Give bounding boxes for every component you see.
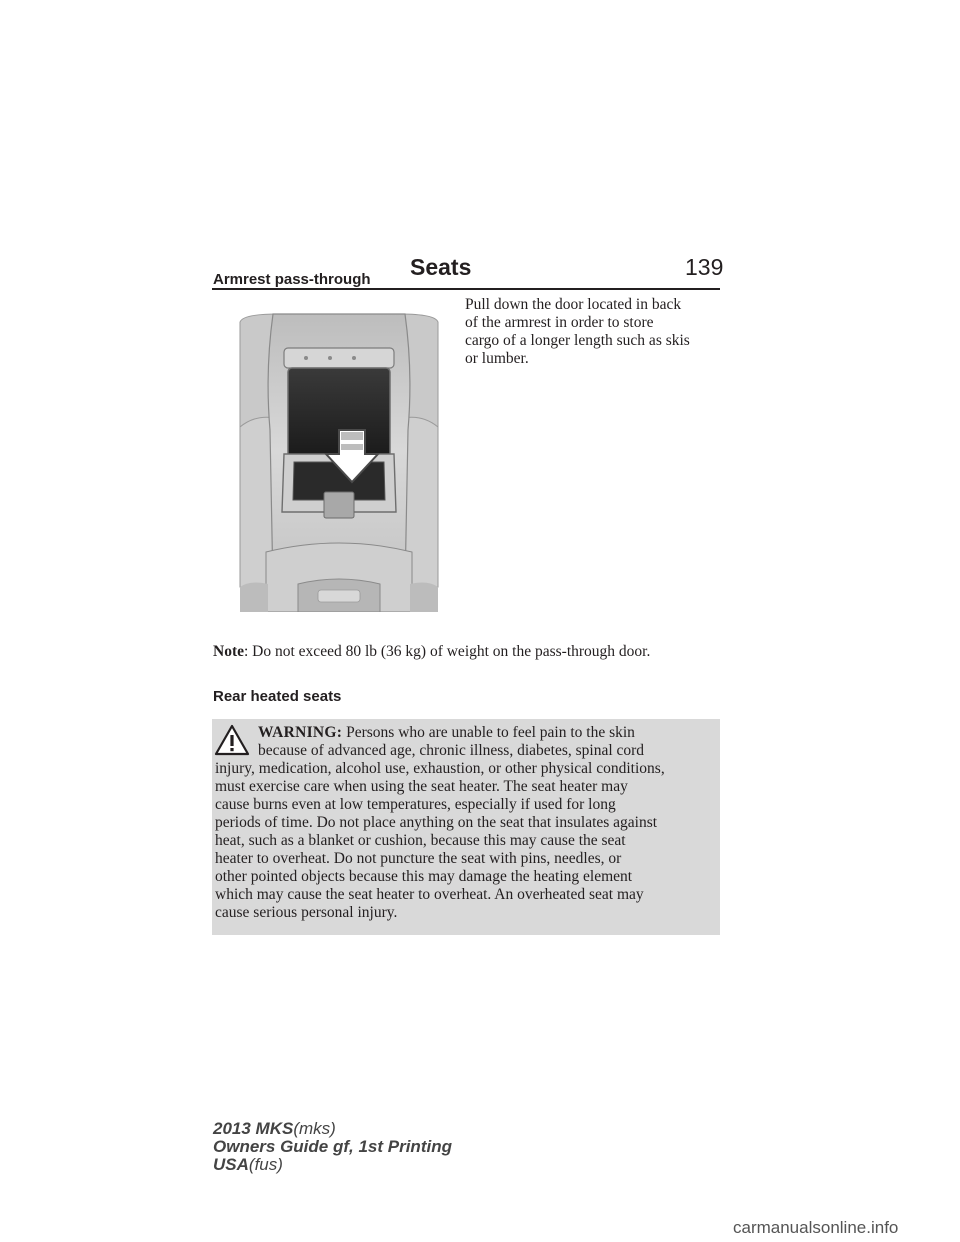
footer-line: Owners Guide gf, 1st Printing [213, 1137, 452, 1156]
header-rule [212, 288, 720, 290]
footer-line: 2013 MKS(mks) [213, 1119, 336, 1138]
warning-text [215, 724, 717, 922]
armrest-description-line: Pull down the door located in back [465, 296, 682, 313]
warning-line: must exercise care when using the seat heater. The seat heater may [215, 778, 628, 795]
warning-line: other pointed objects because this may damage the heating element [215, 868, 633, 885]
warning-line: heat, such as a blanket or cushion, because this may cause the seat [215, 832, 626, 849]
armrest-description-line: or lumber. [465, 350, 529, 367]
warning-line: because of advanced age, chronic illness, diabetes, spinal cord [258, 742, 645, 759]
armrest-description-line: of the armrest in order to store [465, 314, 654, 331]
warning-line: cause serious personal injury. [215, 904, 398, 921]
rear-heated-seats-heading: Rear heated seats [213, 688, 342, 705]
note-text: : Do not exceed 80 lb (36 kg) of weight on the pass-through door. [244, 643, 651, 660]
warning-line: WARNING: Persons who are unable to feel pain to the skin [258, 724, 635, 741]
armrest-description [465, 296, 725, 368]
footer-line: USA(fus) [213, 1155, 283, 1174]
watermark: carmanualsonline.info [733, 1218, 899, 1237]
warning-line: injury, medication, alcohol use, exhaustion, or other physical conditions, [215, 760, 665, 777]
armrest-description-line: cargo of a longer length such as skis [465, 332, 690, 349]
armrest-note [213, 643, 733, 661]
page-section-title: Seats [410, 254, 472, 280]
warning-label: WARNING: [258, 724, 343, 741]
armrest-heading: Armrest pass-through [213, 271, 371, 288]
page-number: 139 [685, 254, 724, 280]
warning-line: heater to overheat. Do not puncture the seat with pins, needles, or [215, 850, 622, 867]
warning-line: which may cause the seat heater to overheat. An overheated seat may [215, 886, 644, 903]
warning-line: periods of time. Do not place anything on the seat that insulates against [215, 814, 658, 831]
document-footer [213, 1120, 452, 1174]
warning-line: cause burns even at low temperatures, especially if used for long [215, 796, 616, 813]
note-label: Note [213, 643, 244, 660]
armrest-pass-through-illustration [238, 312, 440, 612]
